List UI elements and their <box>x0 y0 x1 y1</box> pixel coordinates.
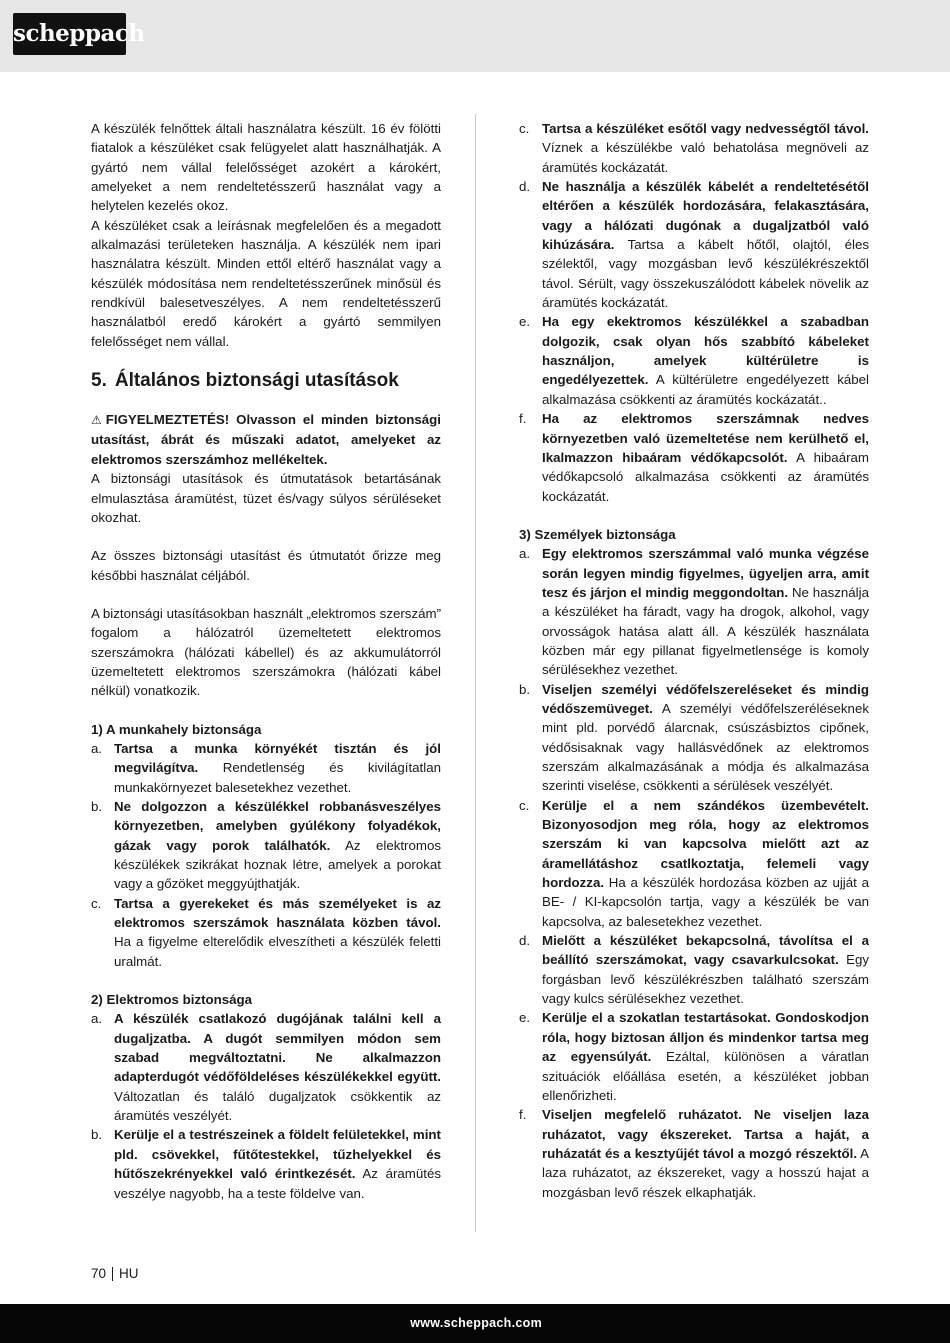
item-letter: d. <box>519 933 531 949</box>
item-text: A személyi védőfelszeréléseknek mint pld. porvédő álarcnak, csúszásbiztos cipőnek, védősisaknak vagy hallásvédőnek az elektromos szerszám alkalmazásának a módja és alkalmazása szerinti viselése, csökkenti a sérülések veszélyét. <box>542 700 869 794</box>
left-column <box>91 119 441 1203</box>
website-link[interactable]: www.scheppach.com <box>410 1316 542 1330</box>
subsection-1-list <box>91 739 441 971</box>
item-letter: c. <box>519 121 530 136</box>
item-letter: d. <box>519 179 531 195</box>
item-bold: Ha az elektromos szerszámnak nedves környezetben való üzemeltetése nem kerülhető el, Ikalmazzon hibaáram védőkapcsolót. <box>542 411 869 465</box>
term-definition-text: A biztonsági utasításokban használt „elektromos szerszám” fogalom a hálózatról üzemeltetett elektromos szerszámokra (hálózati kábellel) és az akkumulátorról üzemeltetett elektromos szerszámokra (hálózati kábel nélkül) vonatkozik. <box>91 605 441 699</box>
warning-block <box>91 410 441 469</box>
footer-bar <box>0 1304 950 1343</box>
item-text: Víznek a készülékbe való behatolása megnöveli az áramütés kockázatát. <box>542 140 869 175</box>
subsection-2-title: 2) Elektromos biztonsága <box>91 992 253 1008</box>
section-heading <box>91 369 441 393</box>
list-item <box>91 1125 441 1202</box>
list-item <box>91 739 441 797</box>
item-text: Tartsa a kábelt hőtől, olajtól, éles szélektől, vagy mozgásban levő készülékrészektől távol. Sérült, vagy összekuszálódott kábelek növelik az áramütés kockázatát. <box>542 237 869 311</box>
list-item <box>519 177 869 312</box>
list-item <box>91 1009 441 1125</box>
right-column <box>519 119 869 1202</box>
item-letter: c. <box>91 895 102 911</box>
section-number: 5. <box>91 370 107 392</box>
header-bar <box>0 0 950 72</box>
subsection-2-list-continued <box>519 119 869 506</box>
item-text: A kültérületre engedélyezett kábel alkalmazása csökkenti az áramütés kockázatát.. <box>542 372 869 407</box>
scheppach-logo: scheppach <box>13 13 126 55</box>
item-letter: a. <box>519 546 531 562</box>
item-bold: Kerülje el a testrészeinek a földelt felületekkel, mint pld. csövekkel, fűtőtestekkel, tűzhelyekkel és hűtőszekrényekkel való érintkezését. <box>114 1127 441 1182</box>
page-number: 70 <box>91 1266 107 1281</box>
item-bold: Kerülje el a nem szándékos üzembevételt. Bizonyosodjon meg róla, hogy az elektromos szerszám ki van kapcsolva mielőtt azt az áramellátáshoz csatlkoztatja, felemeli vagy hordozza. <box>542 797 869 891</box>
list-item <box>519 544 869 679</box>
item-text: A hibaáram védőkapcsoló alkalmazása csökkenti az áramütés kockázatát. <box>542 449 869 504</box>
item-bold: Ne használja a készülék kábelét a rendeltetésétől eltérően a készülék hordozására, felakasztására, vagy a hálózati dugónak a dugaljzatból való kihúzására. <box>542 179 869 253</box>
item-bold: Ha egy ekektromos készülékkel a szabadban dolgozik, csak olyan hős szabbító kábeleket használjon, amelyek kültérületre is engedélyezettek. <box>542 314 869 388</box>
list-item <box>91 894 441 971</box>
item-text: Rendetlenség és kivilágítatlan munkakörnyezet balesetekhez vezethet. <box>114 760 441 795</box>
item-bold: Egy elektromos szerszámmal való munka végzése során legyen mindig figyelmes, ügyeljen arra, amit tesz és járjon el mindig meggondoltan. <box>542 546 869 600</box>
item-text: Az áramütés veszélye nagyobb, ha a teste földelve van. <box>114 1166 441 1201</box>
subsection-1-title: 1) A munkahely biztonsága <box>91 721 262 737</box>
item-bold: Mielőtt a készüléket bekapcsolná, távolítsa el a beállító szerszámokat, vagy csavarkulcsokat. <box>542 933 869 968</box>
warning-text: A biztonsági utasítások és útmutatások betartásának elmulasztása áramütést, tüzet és/vagy súlyos sérüléseket okozhat. <box>91 471 441 525</box>
subsection-3-list <box>519 544 869 1202</box>
column-divider <box>475 114 476 1232</box>
item-text: Ezáltal, különösen a váratlan szituációk előállása esetén, a készüléket jobban ellenőrizheti. <box>542 1049 869 1103</box>
list-item <box>519 409 869 506</box>
item-text: Változatlan és találó dugaljzatok csökkentik az áramütés veszélyét. <box>114 1088 441 1124</box>
item-text: Ha a készülék hordozása közben az ujját a BE- / KI-kapcsolón tartja, vagy a készülék be van kapcsolva, az balesetekhez vezethet. <box>542 875 869 929</box>
list-item <box>519 119 869 177</box>
item-letter: e. <box>519 314 531 330</box>
warning-triangle-icon: ⚠ <box>91 413 102 428</box>
list-item <box>519 1008 869 1105</box>
warning-bold-text: FIGYELMEZTETÉS! Olvasson el minden biztonsági utasítást, ábrát és műszaki adatot, amelyeket az elektromos szerszámhoz mellékeltek. <box>91 412 441 467</box>
item-letter: b. <box>91 1127 103 1143</box>
item-letter: a. <box>91 740 103 756</box>
item-bold: Kerülje el a szokatlan testartásokat. Gondoskodjon róla, hogy biztosan álljon és mindenkor tartsa meg az egyensúlyát. <box>542 1010 869 1065</box>
item-letter: a. <box>91 1011 103 1027</box>
list-item <box>519 931 869 1008</box>
page-separator <box>112 1267 113 1281</box>
list-item <box>519 680 869 796</box>
language-code: HU <box>119 1266 139 1281</box>
item-letter: c. <box>519 797 530 813</box>
item-bold: Viseljen megfelelő ruházatot. Ne viseljen laza ruházatot, vagy ékszereket. Tartsa a haját, a ruházatát és a kesztyűjét távol a mozgó részektől. <box>542 1107 869 1161</box>
item-bold: Tartsa a munka környékét tisztán és jól megvilágítva. <box>114 740 441 776</box>
item-bold: Tartsa a gyerekeket és más személyeket is az elektromos szerszámok használata közben távol. <box>114 895 441 931</box>
item-bold: Ne dolgozzon a készülékkel robbanásveszélyes környezetben, amelyben gyúlékony folyadékok, gázak vagy porok találhatók. <box>114 798 441 853</box>
item-text: A laza ruházatot, az ékszereket, vagy a hosszú hajat a mozgásban levő részek elkaphatják. <box>542 1145 869 1200</box>
item-letter: f. <box>519 411 527 427</box>
item-text: Ne használja a készüléket ha fáradt, vagy ha drogok, alkohol, vagy orvosságok hatása alatt áll. A készülék használata közben már egy pillanat figyelmetlensége is komoly sérülésekhez vezethet. <box>542 584 869 678</box>
item-letter: f. <box>519 1107 527 1123</box>
item-bold: Tartsa a készüléket esőtől vagy nedvességtől távol. <box>542 121 869 136</box>
item-text: Ha a figyelme elterelődik elveszítheti a készülék feletti uralmát. <box>114 934 441 969</box>
subsection-2-list <box>91 1009 441 1202</box>
intro-paragraph-1: A készülék felnőttek általi használatra készült. 16 év fölötti fiatalok a készüléket csak felügyelet alatt használhatják. A gyártó nem vállal felelősséget azokért a károkért, amelyeket a nem rendeltetésszerű használat vagy a helytelen kezelés okoz. <box>91 121 441 214</box>
list-item <box>519 312 869 409</box>
item-bold: A készülék csatlakozó dugójának találni kell a dugaljzatba. A dugót semmilyen módon sem szabad megváltoztatni. Ne alkalmazzon adapterdugót védőföldeléses készülékekkel együtt. <box>114 1011 441 1085</box>
page-footer-number <box>91 1266 139 1281</box>
item-text: Egy forgásban levő készülékrészben található szerszám vagy kulcs sérülésekhez vezethet. <box>542 952 869 1007</box>
item-letter: b. <box>519 681 531 697</box>
item-letter: e. <box>519 1010 531 1026</box>
subsection-3-title: 3) Személyek biztonsága <box>519 526 676 542</box>
keep-instructions-text: Az összes biztonsági utasítást és útmutatót őrizze meg későbbi használat céljából. <box>91 548 441 583</box>
list-item <box>519 1105 869 1202</box>
section-title: Általános biztonsági utasítások <box>114 370 399 392</box>
intro-paragraph-2: A készüléket csak a leírásnak megfelelően és a megadott alkalmazási területeken használja. A készülék nem ipari használatra készült. Minden ettől eltérő használat vagy a készülék módosítása nem rendeltetésszerűnek minősül és rendkívül balesetveszélyes. A nem rendeltetésszerű használatból eredő károkért a gyártó semmilyen felelősséget nem vállal. <box>91 217 441 349</box>
list-item <box>519 796 869 931</box>
item-letter: b. <box>91 798 103 814</box>
list-item <box>91 797 441 894</box>
item-bold: Viseljen személyi védőfelszereléseket és mindig védőszemüveget. <box>542 681 869 716</box>
item-text: Az elektromos készülékek szikrákat hoznak létre, amelyek a porokat vagy a gőzöket meggyújthatják. <box>114 837 441 892</box>
